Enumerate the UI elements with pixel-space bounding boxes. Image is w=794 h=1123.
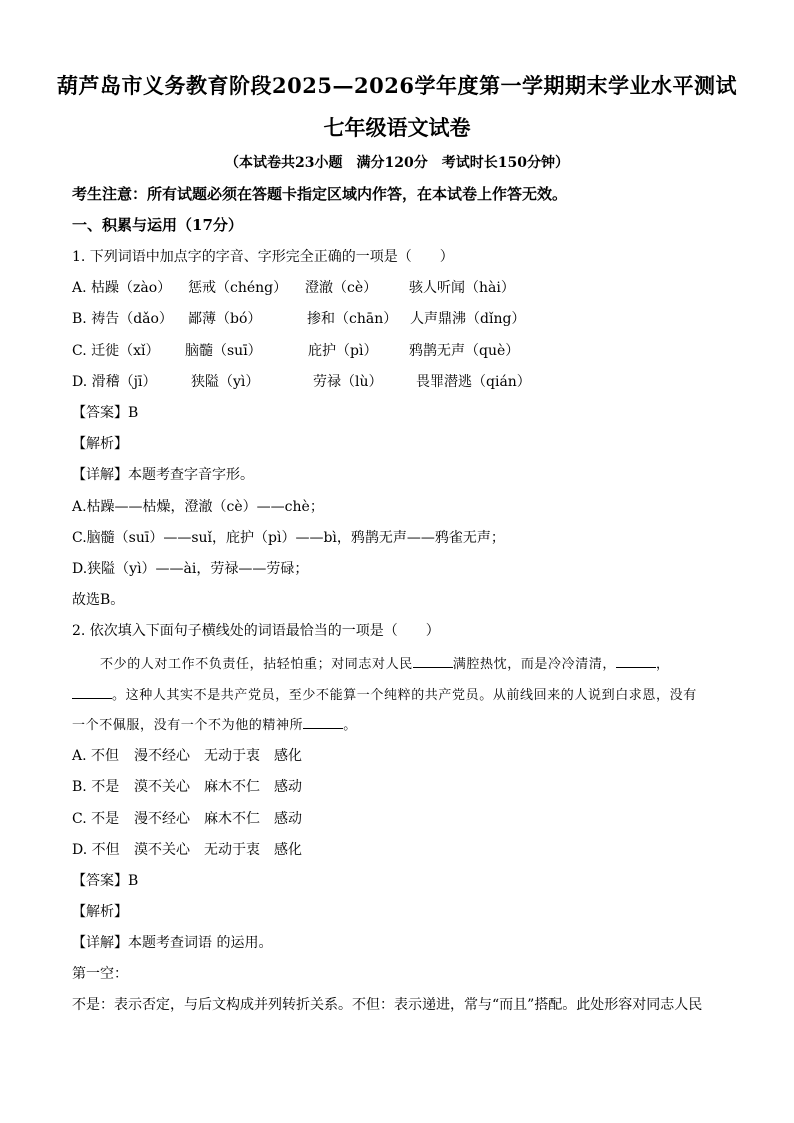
option-cell: 无动于衷 (204, 748, 260, 764)
option-cell: 狭隘（yì） (191, 374, 260, 390)
q2-analysis: 【解析】 (72, 904, 128, 920)
fill-blank (303, 716, 343, 729)
option-cell: A. 枯躁（zào） (72, 280, 172, 296)
q2-first-blank: 第一空： (72, 966, 128, 982)
option-cell: 骇人听闻（hài） (409, 280, 515, 296)
q1-answer: 【答案】B (72, 405, 139, 421)
passage-text: 满腔热忱，而是冷冷清清， (452, 657, 617, 672)
option-cell: C. 迁徙（xǐ） (72, 343, 160, 359)
q2-passage-line (72, 714, 357, 733)
q2-explain: 不是：表示否定，与后文构成并列转折关系。不但：表示递进，常与“而且”搭配。此处形容对同志人民 (72, 997, 703, 1013)
option-cell: 脑髓（suī） (185, 343, 262, 359)
exam-subtitle: 七年级语文试卷 (323, 115, 471, 140)
option-cell: 感动 (274, 779, 302, 795)
passage-text: 。这种人其实不是共产党员，至少不能算一个纯粹的共产党员。从前线回来的人说到白求恩，没有 (112, 688, 697, 703)
option-cell: 澄澈（cè） (305, 280, 378, 296)
option-cell: 漫不经心 (134, 748, 190, 764)
option-cell: 鸦鹊无声（què） (409, 343, 520, 359)
exam-info: （本试卷共23小题 满分120分 考试时长150分钟） (225, 155, 569, 171)
option-cell: 麻木不仁 (204, 811, 260, 827)
q2-stem: 2. 依次填入下面句子横线处的词语最恰当的一项是（ ） (72, 623, 440, 639)
option-cell: 庇护（pì） (308, 343, 378, 359)
q2-passage-line (100, 653, 670, 672)
option-cell: 人声鼎沸（dǐng） (410, 311, 526, 327)
option-cell: C. 不是 (72, 811, 120, 827)
q1-note: A.枯躁——枯燥，澄澈（cè）——chè； (72, 499, 324, 515)
q1-stem: 1. 下列词语中加点字的字音、字形完全正确的一项是（ ） (72, 249, 454, 265)
q1-note: C.脑髓（suī）——suǐ，庇护（pì）——bì，鸦鹊无声——鸦雀无声； (72, 530, 505, 546)
fill-blank (413, 655, 453, 668)
q1-note: D.狭隘（yì）——ài，劳禄——劳碌； (72, 561, 309, 577)
option-cell: 鄙薄（bó） (188, 311, 262, 327)
option-cell: A. 不但 (72, 748, 120, 764)
q2-detail: 【详解】本题考查词语 的运用。 (72, 935, 273, 951)
passage-text: 一个不佩服，没有一个不为他的精神所 (72, 718, 304, 733)
option-cell: 感化 (274, 748, 302, 764)
option-cell: 劳禄（lù） (313, 374, 383, 390)
option-cell: 感动 (274, 811, 302, 827)
section-title: 一、积累与运用（17分） (72, 216, 243, 234)
q1-detail: 【详解】本题考查字音字形。 (72, 467, 254, 483)
option-cell: 漠不关心 (134, 842, 190, 858)
q2-passage-line (72, 684, 697, 703)
option-cell: 惩戒（chéng） (188, 280, 288, 296)
option-cell: 感化 (274, 842, 302, 858)
exam-title: 葫芦岛市义务教育阶段2025—2026学年度第一学期期末学业水平测试 (57, 73, 737, 98)
option-cell: 畏罪潜逃（qián） (416, 374, 531, 390)
passage-text: ， (656, 657, 670, 672)
passage-text: 不少的人对工作不负责任，拈轻怕重；对同志对人民 (100, 657, 413, 672)
option-cell: 漠不关心 (134, 779, 190, 795)
option-cell: D. 不但 (72, 842, 120, 858)
option-cell: 掺和（chān） (307, 311, 398, 327)
option-cell: 无动于衷 (204, 842, 260, 858)
exam-notice: 考生注意：所有试题必须在答题卡指定区域内作答，在本试卷上作答无效。 (72, 185, 568, 203)
fill-blank (616, 655, 656, 668)
q1-note: 故选B。 (72, 592, 125, 608)
option-cell: 麻木不仁 (204, 779, 260, 795)
option-cell: D. 滑稽（jī） (72, 374, 157, 390)
option-cell: B. 不是 (72, 779, 120, 795)
option-cell: B. 祷告（dǎo） (72, 311, 173, 327)
option-cell: 漫不经心 (134, 811, 190, 827)
fill-blank (72, 686, 112, 699)
q1-analysis: 【解析】 (72, 436, 128, 452)
q2-answer: 【答案】B (72, 873, 139, 889)
passage-text: 。 (343, 718, 357, 733)
